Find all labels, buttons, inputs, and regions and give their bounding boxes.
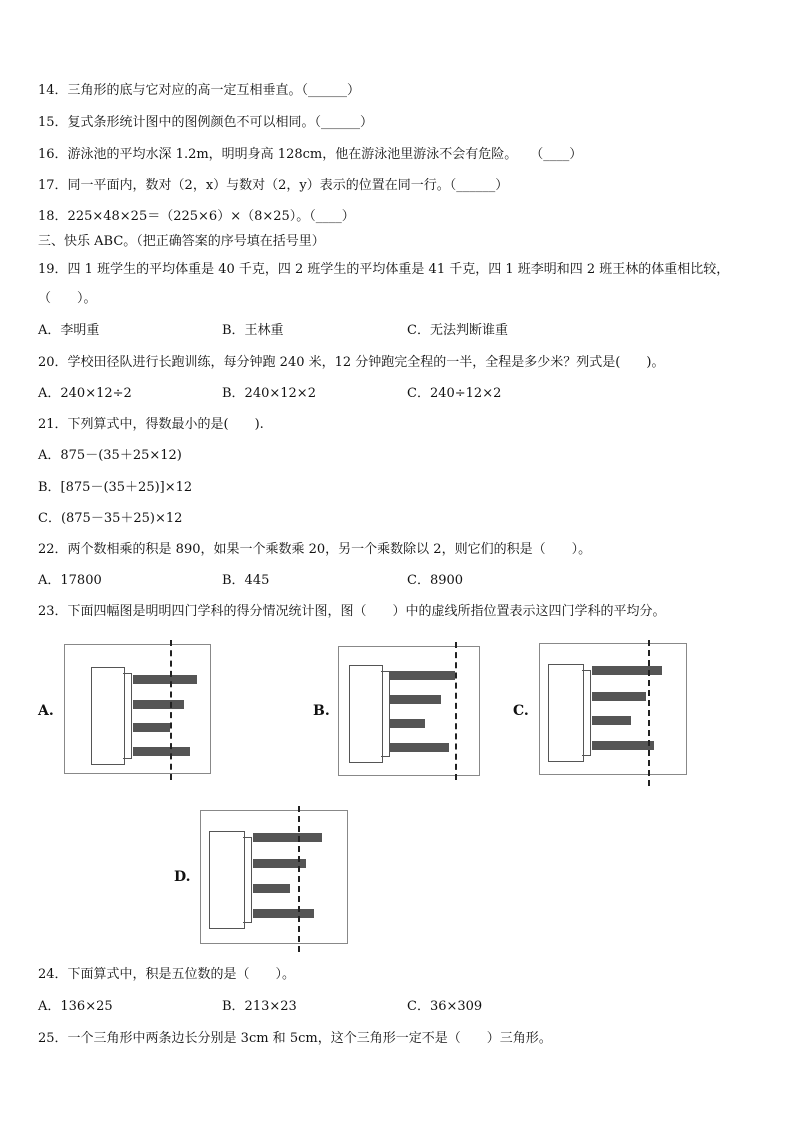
question-16: 16．游泳池的平均水深 1.2m，明明身高 128cm，他在游泳池里游泳不会有危险。 （____） — [38, 147, 583, 162]
average-dashed-line — [648, 640, 650, 786]
q24-option-b: B．213×23 — [222, 999, 297, 1014]
q19-option-b: B．王林重 — [222, 323, 284, 338]
subject-labels — [548, 664, 584, 762]
question-21: 21．下列算式中，得数最小的是( ). — [38, 417, 264, 432]
q24-option-a: A．136×25 — [38, 999, 113, 1014]
q22-option-c: C．8900 — [407, 573, 464, 588]
question-18: 18．225×48×25＝（225×6）×（8×25）。（____） — [38, 209, 355, 224]
figure-a — [64, 644, 211, 774]
question-15: 15．复式条形统计图中的图例颜色不可以相同。（______） — [38, 115, 374, 130]
question-25: 25．一个三角形中两条边长分别是 3cm 和 5cm，这个三角形一定不是（ ）三角形。 — [38, 1031, 552, 1046]
figure-d-label: D. — [174, 869, 191, 885]
question-17: 17．同一平面内，数对（2，x）与数对（2，y）表示的位置在同一行。（______） — [38, 178, 509, 193]
q22-option-a: A．17800 — [38, 573, 102, 588]
question-19-line1: 19．四 1 班学生的平均体重是 40 千克，四 2 班学生的平均体重是 41 千克，四 1 班李明和四 2 班王林的体重相比较， — [38, 262, 730, 277]
q20-option-a: A．240×12÷2 — [38, 386, 132, 401]
figure-c-label: C. — [513, 703, 529, 719]
bar-chinese — [133, 747, 190, 756]
figure-b — [338, 646, 480, 776]
bar-chinese — [253, 909, 314, 918]
bar-chinese — [389, 743, 449, 752]
subject-labels — [91, 667, 125, 765]
bar-science — [592, 666, 662, 675]
bar-english — [133, 700, 184, 709]
q21-option-a: A．875－(35＋25×12) — [38, 448, 182, 463]
average-dashed-line — [170, 640, 172, 780]
bar-math — [253, 884, 290, 893]
bar-math — [133, 723, 170, 732]
bar-science — [253, 833, 322, 842]
brace — [243, 837, 252, 923]
average-dashed-line — [455, 642, 457, 780]
bar-math — [389, 719, 425, 728]
question-23: 23．下面四幅图是明明四门学科的得分情况统计图，图（ ）中的虚线所指位置表示这四门学科的平均分。 — [38, 604, 666, 619]
q22-option-b: B．445 — [222, 573, 270, 588]
subject-labels — [349, 665, 383, 763]
q24-option-c: C．36×309 — [407, 999, 483, 1014]
bar-math — [592, 716, 631, 725]
bar-english — [592, 692, 646, 701]
average-dashed-line — [298, 806, 300, 952]
figure-a-label: A. — [38, 703, 54, 719]
brace — [123, 673, 132, 759]
q20-option-c: C．240÷12×2 — [407, 386, 502, 401]
bar-chinese — [592, 741, 654, 750]
bar-english — [389, 695, 441, 704]
question-19-line2: （ ）。 — [38, 291, 97, 306]
brace — [582, 670, 591, 756]
subject-labels — [209, 831, 245, 929]
question-24: 24．下面算式中，积是五位数的是（ ）。 — [38, 967, 296, 982]
q19-option-a: A．李明重 — [38, 323, 100, 338]
figure-d — [200, 810, 348, 944]
figure-c — [539, 643, 687, 775]
question-20: 20．学校田径队进行长跑训练，每分钟跑 240 米，12 分钟跑完全程的一半，全程是多少米？列式是( )。 — [38, 355, 665, 370]
q19-option-c: C．无法判断谁重 — [407, 323, 508, 338]
bar-science — [389, 671, 455, 680]
q21-option-b: B．[875－(35＋25)]×12 — [38, 480, 193, 495]
q20-option-b: B．240×12×2 — [222, 386, 316, 401]
section-3-heading: 三、快乐 ABC。（把正确答案的序号填在括号里） — [38, 234, 325, 249]
figure-b-label: B. — [313, 703, 330, 719]
question-14: 14．三角形的底与它对应的高一定互相垂直。（______） — [38, 83, 361, 98]
bar-science — [133, 675, 197, 684]
q21-option-c: C．(875－35＋25)×12 — [38, 511, 183, 526]
question-22: 22．两个数相乘的积是 890，如果一个乘数乘 20，另一个乘数除以 2，则它们的积是（ ）。 — [38, 542, 592, 557]
